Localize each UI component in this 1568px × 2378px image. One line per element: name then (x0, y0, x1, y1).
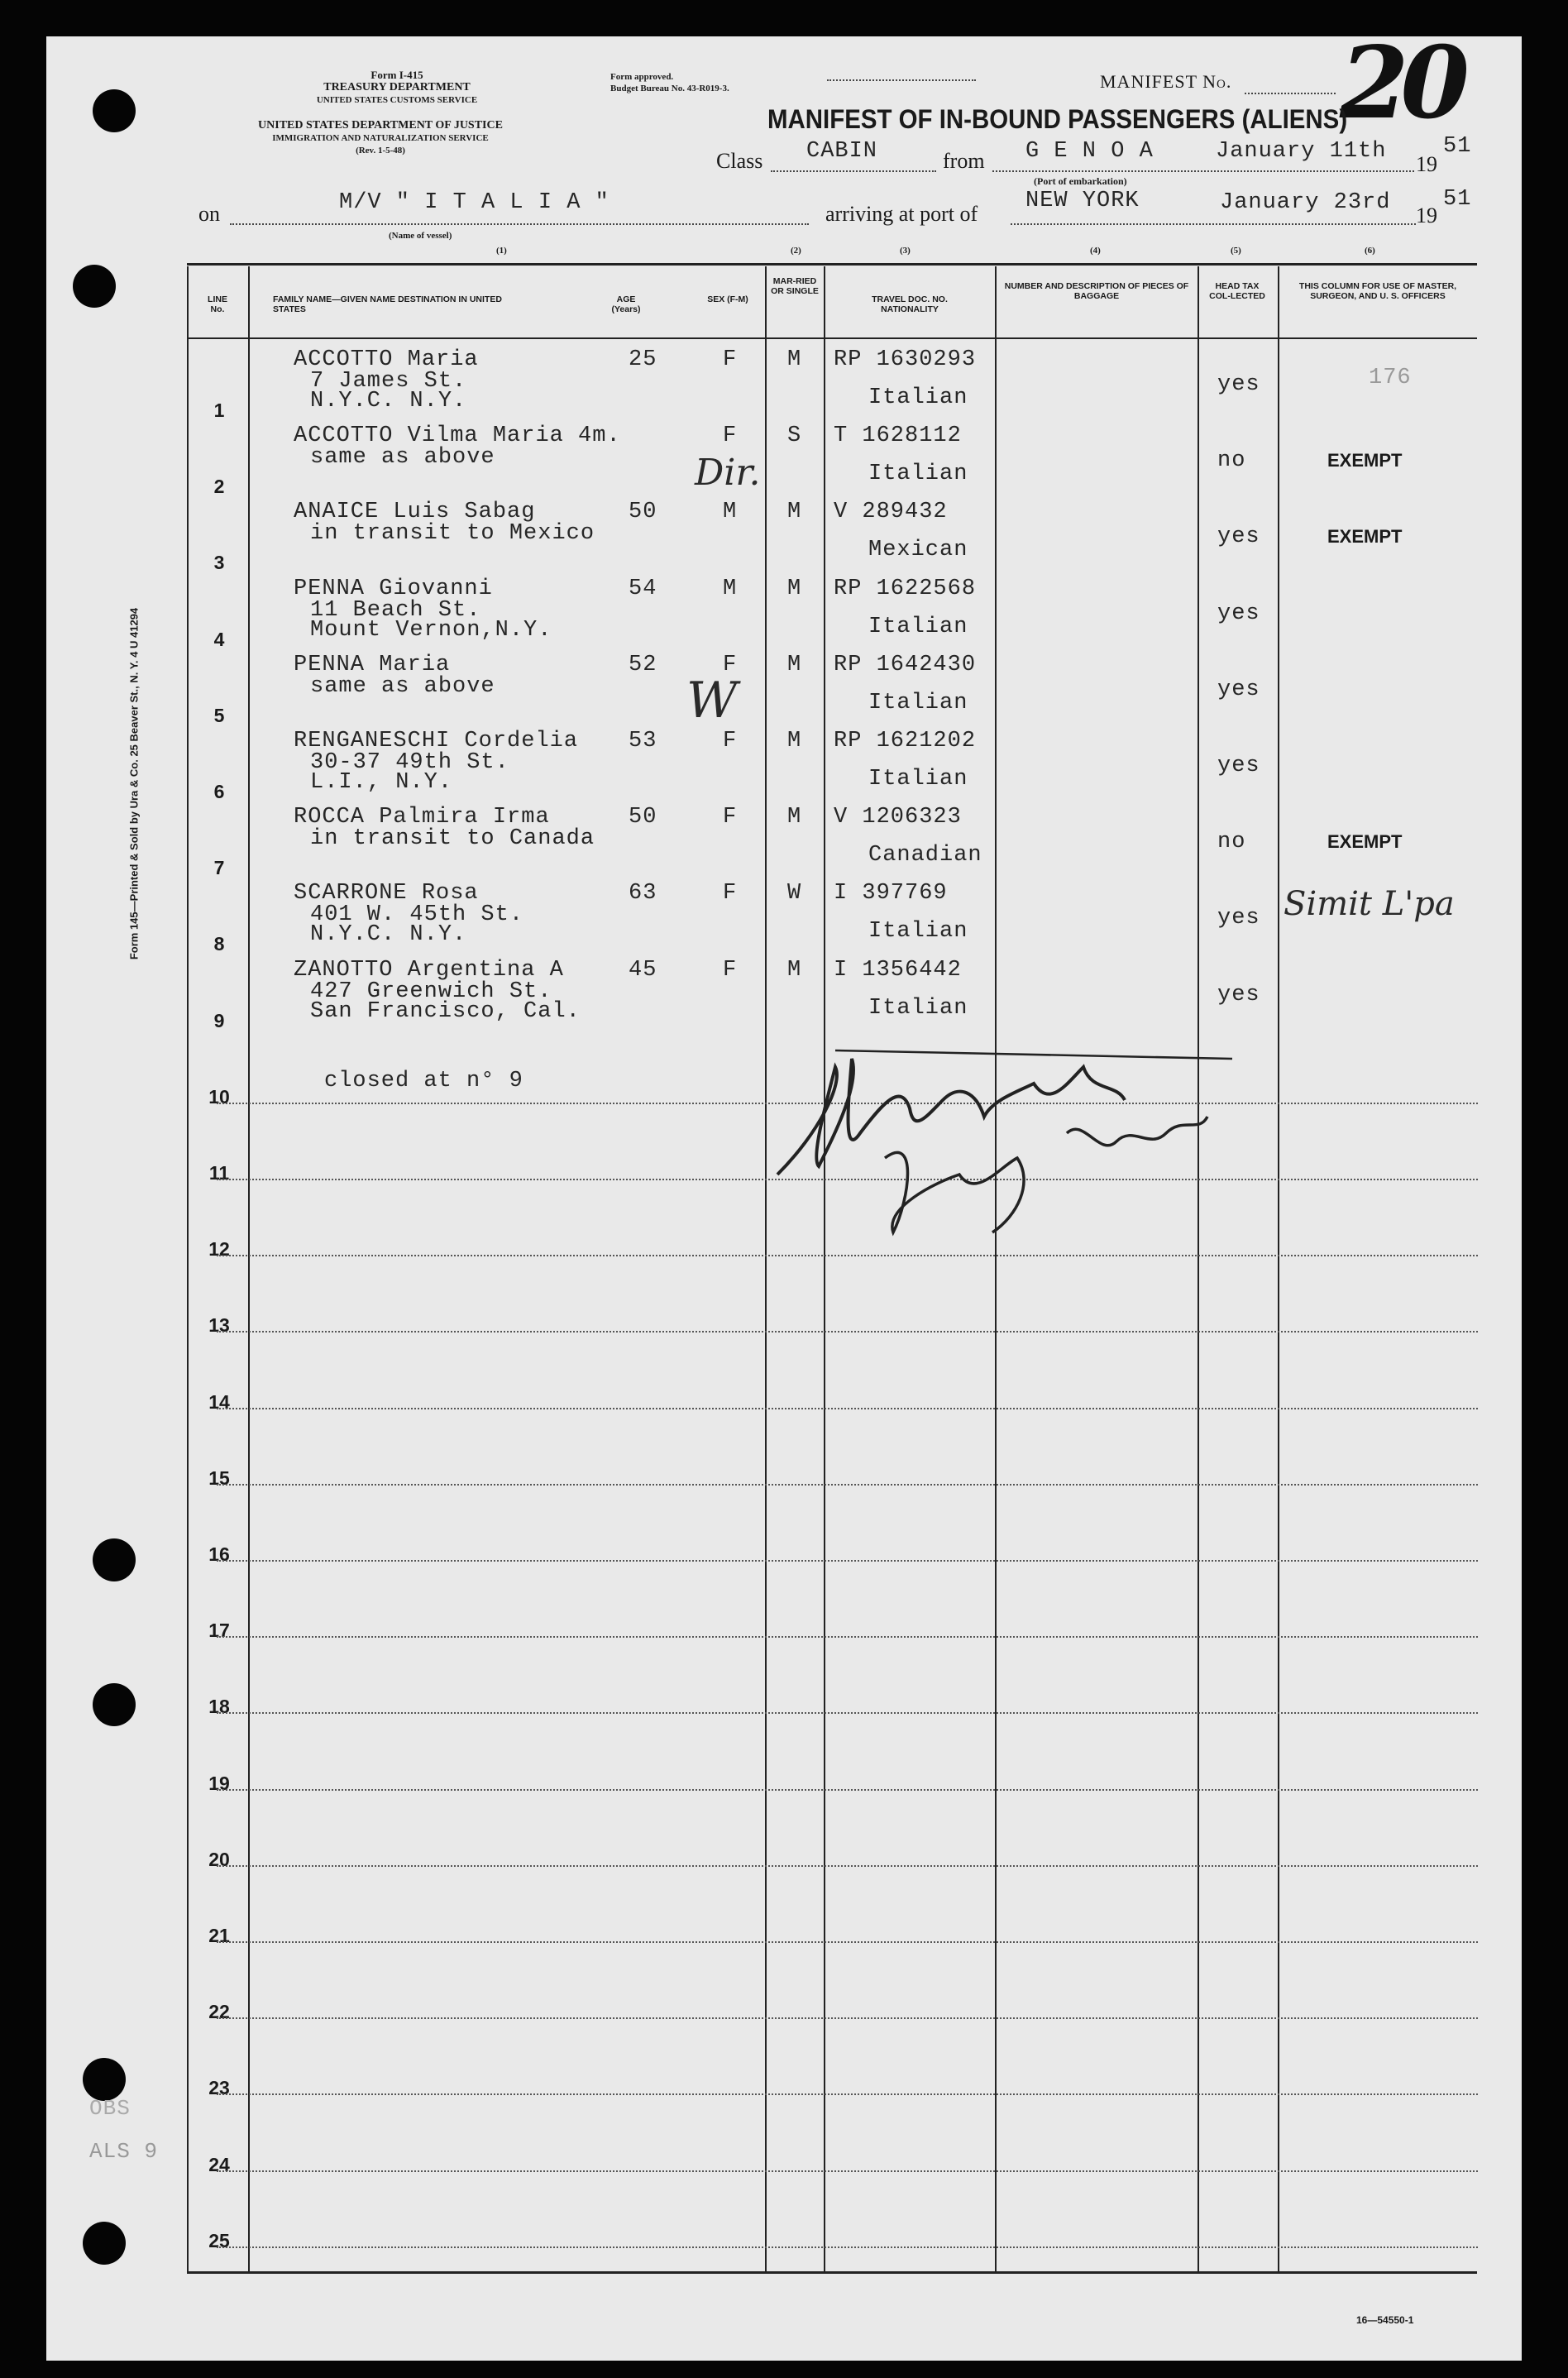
vessel-dots (230, 223, 809, 225)
line-number: 2 (213, 476, 225, 498)
form-id: Form I-415 (370, 69, 423, 81)
manifest-no-dots (1245, 93, 1336, 94)
passenger-head-tax: yes (1217, 754, 1260, 778)
passenger-travel-doc: V 289432 (834, 500, 948, 525)
passenger-nationality: Italian (868, 385, 968, 410)
line-number: 12 (208, 1238, 230, 1261)
passenger-travel-doc: RP 1621202 (834, 729, 977, 754)
exempt-stamp: EXEMPT (1327, 831, 1403, 853)
line-number: 22 (208, 2001, 230, 2023)
passenger-sex: M (723, 500, 738, 525)
passenger-married: M (787, 347, 802, 372)
passenger-travel-doc: RP 1622568 (834, 576, 977, 601)
passenger-married: M (787, 729, 802, 754)
passenger-travel-doc: I 1356442 (834, 957, 962, 983)
from-label: from (943, 149, 985, 173)
passenger-name: ROCCA Palmira Irma (294, 805, 550, 830)
treasury-department: TREASURY DEPARTMENT (323, 81, 471, 93)
manifest-no-label: MANIFEST No. (1100, 71, 1232, 92)
row-rule (217, 1712, 1478, 1714)
handwritten-mark: W (686, 672, 738, 730)
row-rule (217, 1255, 1478, 1256)
passenger-destination-2: N.Y.C. N.Y. (310, 922, 467, 948)
passenger-travel-doc: RP 1642430 (834, 652, 977, 677)
binder-hole (93, 1538, 136, 1581)
row-rule (217, 1560, 1478, 1562)
line-number: 16 (208, 1543, 230, 1565)
passenger-travel-doc: T 1628112 (834, 423, 962, 449)
passenger-name: ANAICE Luis Sabag (294, 500, 536, 525)
binder-hole (83, 2058, 126, 2101)
passenger-nationality: Italian (868, 614, 968, 639)
passenger-travel-doc: RP 1630293 (834, 347, 977, 372)
justice-department: UNITED STATES DEPARTMENT OF JUSTICE (258, 119, 503, 132)
row-rule (217, 1636, 1478, 1638)
passenger-travel-doc: V 1206323 (834, 805, 962, 830)
passenger-nationality: Canadian (868, 843, 982, 868)
vessel-name: M/V " I T A L I A " (339, 190, 610, 215)
row-rule (217, 2246, 1478, 2248)
exempt-stamp: EXEMPT (1327, 450, 1403, 471)
col-num-5: (5) (1231, 246, 1241, 256)
departure-year: 51 (1443, 134, 1472, 159)
header-dotted-line (827, 79, 976, 81)
col-header-married: MAR-RIED OR SINGLE (771, 276, 819, 296)
passenger-destination: in transit to Canada (310, 826, 595, 852)
footer-code: 16—54550-1 (1356, 2314, 1414, 2326)
arrival-year-prefix: 19 (1416, 203, 1437, 227)
col-header-head-tax: HEAD TAX COL-LECTED (1209, 281, 1265, 301)
passenger-nationality: Italian (868, 462, 968, 487)
passenger-age: 63 (629, 881, 657, 907)
passenger-name: ZANOTTO Argentina A (294, 957, 564, 983)
from-value: G E N O A (1025, 139, 1154, 164)
port-caption: (Port of embarkation) (1034, 175, 1127, 187)
passenger-married: M (787, 957, 802, 983)
line-number: 13 (208, 1314, 230, 1337)
passenger-name: SCARRONE Rosa (294, 881, 479, 907)
passenger-destination: 11 Beach St. (310, 597, 481, 623)
row-rule (217, 2093, 1478, 2095)
line-number: 14 (208, 1390, 230, 1413)
passenger-name: ACCOTTO Vilma Maria 4m. (294, 423, 621, 449)
col-rule (824, 266, 825, 2273)
line-number: 18 (208, 1696, 230, 1718)
arrival-date: January 23rd (1220, 190, 1391, 215)
passenger-destination: 7 James St. (310, 369, 467, 394)
col-rule (995, 266, 997, 2273)
manifest-no-value: 20 (1340, 25, 1461, 141)
col-header-sex: SEX (F-M) (707, 294, 748, 304)
departure-year-prefix: 19 (1416, 152, 1437, 176)
passenger-destination-2: San Francisco, Cal. (310, 998, 581, 1024)
passenger-destination: 427 Greenwich St. (310, 978, 552, 1004)
form-approved: Form approved. (610, 72, 674, 82)
from-dots (992, 170, 1414, 172)
closed-note: closed at n° 9 (324, 1069, 523, 1093)
passenger-age: 50 (629, 500, 657, 525)
row-rule (217, 1484, 1478, 1486)
passenger-destination-2: Mount Vernon,N.Y. (310, 617, 552, 643)
vessel-caption: (Name of vessel) (389, 231, 452, 241)
passenger-destination-2: N.Y.C. N.Y. (310, 389, 467, 414)
passenger-married: M (787, 805, 802, 830)
line-number: 24 (208, 2153, 230, 2175)
line-number: 3 (213, 552, 225, 574)
passenger-sex: F (723, 729, 738, 754)
passenger-name: PENNA Giovanni (294, 576, 493, 601)
manifest-title: MANIFEST OF IN-BOUND PASSENGERS (ALIENS) (767, 104, 1348, 134)
col-header-officers: THIS COLUMN FOR USE OF MASTER, SURGEON, AND U. S. OFFICERS (1298, 281, 1457, 301)
passenger-married: M (787, 500, 802, 525)
passenger-head-tax: yes (1217, 524, 1260, 550)
passenger-destination: same as above (310, 673, 495, 699)
passenger-destination-2: L.I., N.Y. (310, 770, 453, 795)
col-header-age: AGE (Years) (611, 294, 641, 314)
col-num-3: (3) (900, 246, 911, 256)
passenger-destination: in transit to Mexico (310, 521, 595, 547)
passenger-destination: same as above (310, 445, 495, 471)
line-number: 15 (208, 1467, 230, 1489)
revision-date: (Rev. 1-5-48) (356, 146, 405, 156)
passenger-age: 52 (629, 652, 657, 677)
arrival-port: NEW YORK (1025, 189, 1140, 213)
passenger-sex: F (723, 423, 738, 449)
line-number: 21 (208, 1925, 230, 1946)
passenger-nationality: Italian (868, 995, 968, 1021)
col-num-4: (4) (1090, 246, 1101, 256)
class-label: Class (716, 149, 763, 173)
passenger-sex: M (723, 576, 738, 601)
line-number: 1 (213, 400, 225, 421)
class-value: CABIN (806, 139, 878, 164)
passenger-married: W (787, 881, 802, 907)
col-num-2: (2) (791, 246, 801, 256)
passenger-age: 54 (629, 576, 657, 601)
arriving-label: arriving at port of (825, 202, 978, 226)
passenger-head-tax: yes (1217, 600, 1260, 626)
handwritten-mark: Dir. (695, 452, 761, 494)
passenger-sex: F (723, 805, 738, 830)
passenger-married: S (787, 423, 802, 449)
customs-service: UNITED STATES CUSTOMS SERVICE (316, 95, 478, 105)
passenger-nationality: Italian (868, 767, 968, 792)
table-bottom-rule (187, 2271, 1477, 2274)
row-rule (217, 2017, 1478, 2019)
line-number: 19 (208, 1772, 230, 1794)
row-rule (217, 1865, 1478, 1867)
exempt-stamp: EXEMPT (1327, 526, 1403, 548)
col-rule (765, 266, 767, 2273)
binder-hole (83, 2222, 126, 2265)
passenger-nationality: Italian (868, 919, 968, 945)
passenger-age: 50 (629, 805, 657, 830)
line-number: 11 (208, 1162, 230, 1184)
port-dots (1011, 223, 1416, 225)
row-rule (217, 1331, 1478, 1333)
passenger-sex: F (723, 881, 738, 907)
passenger-head-tax: yes (1217, 906, 1260, 931)
margin-stamp-als: ALS 9 (89, 2139, 159, 2164)
col-rule (1198, 266, 1199, 2273)
line-number: 7 (213, 857, 225, 879)
class-dots (771, 170, 936, 172)
line-number: 23 (208, 2077, 230, 2099)
departure-date: January 11th (1216, 139, 1387, 164)
row-rule (217, 2170, 1478, 2172)
row-rule (217, 1408, 1478, 1409)
passenger-travel-doc: I 397769 (834, 881, 948, 907)
col-header-line-no: LINE No. (208, 294, 227, 314)
line-number: 4 (213, 628, 225, 650)
line-number: 8 (213, 933, 225, 955)
on-label: on (198, 202, 220, 226)
col-num-1: (1) (496, 246, 507, 256)
passenger-head-tax: yes (1217, 677, 1260, 702)
handwritten-initials: Simit L'pa (1284, 885, 1455, 923)
margin-printer-text: Form 145—Printed & Sold by Ura & Co. 25 Beaver St., N. Y. 4 U 41294 (127, 607, 141, 960)
passenger-head-tax: yes (1217, 982, 1260, 1007)
passenger-name: ACCOTTO Maria (294, 347, 479, 372)
officer-note: 176 (1369, 366, 1412, 390)
passenger-name: PENNA Maria (294, 652, 451, 677)
passenger-head-tax: no (1217, 830, 1246, 855)
passenger-head-tax: no (1217, 448, 1246, 474)
table-top-rule (187, 263, 1477, 266)
passenger-nationality: Mexican (868, 538, 968, 563)
passenger-nationality: Italian (868, 690, 968, 715)
line-number: 5 (213, 704, 225, 726)
binder-hole (93, 1683, 136, 1726)
arrival-year: 51 (1443, 187, 1472, 212)
passenger-sex: F (723, 347, 738, 372)
passenger-sex: F (723, 652, 738, 677)
budget-bureau: Budget Bureau No. 43-R019-3. (610, 84, 729, 93)
passenger-sex: F (723, 957, 738, 983)
passenger-name: RENGANESCHI Cordelia (294, 729, 579, 754)
margin-stamp-obs: OBS (89, 2096, 131, 2121)
line-number: 10 (208, 1085, 230, 1108)
table-header-rule (187, 337, 1477, 339)
binder-hole (73, 265, 116, 308)
row-rule (217, 1941, 1478, 1943)
binder-hole (93, 89, 136, 132)
passenger-destination: 30-37 49th St. (310, 750, 509, 775)
line-number: 6 (213, 781, 225, 802)
row-rule (217, 1789, 1478, 1791)
passenger-age: 25 (629, 347, 657, 372)
col-num-6: (6) (1365, 246, 1375, 256)
col-header-name: FAMILY NAME—GIVEN NAME DESTINATION IN UNITED STATES (273, 294, 502, 314)
line-number: 20 (208, 1848, 230, 1870)
col-rule (187, 266, 189, 2273)
passenger-destination: 401 W. 45th St. (310, 902, 524, 928)
passenger-head-tax: yes (1217, 372, 1260, 397)
col-rule (248, 266, 250, 2273)
officer-signature (769, 1034, 1282, 1249)
immigration-service: IMMIGRATION AND NATURALIZATION SERVICE (272, 133, 489, 143)
line-number: 9 (213, 1009, 225, 1031)
passenger-age: 45 (629, 957, 657, 983)
line-number: 25 (208, 2229, 230, 2251)
passenger-married: M (787, 652, 802, 677)
passenger-age: 53 (629, 729, 657, 754)
col-header-travel-doc: TRAVEL DOC. NO. NATIONALITY (872, 294, 948, 314)
col-rule (1278, 266, 1279, 2273)
col-header-baggage: NUMBER AND DESCRIPTION OF PIECES OF BAGGAGE (1004, 281, 1189, 301)
line-number: 17 (208, 1620, 230, 1642)
passenger-married: M (787, 576, 802, 601)
